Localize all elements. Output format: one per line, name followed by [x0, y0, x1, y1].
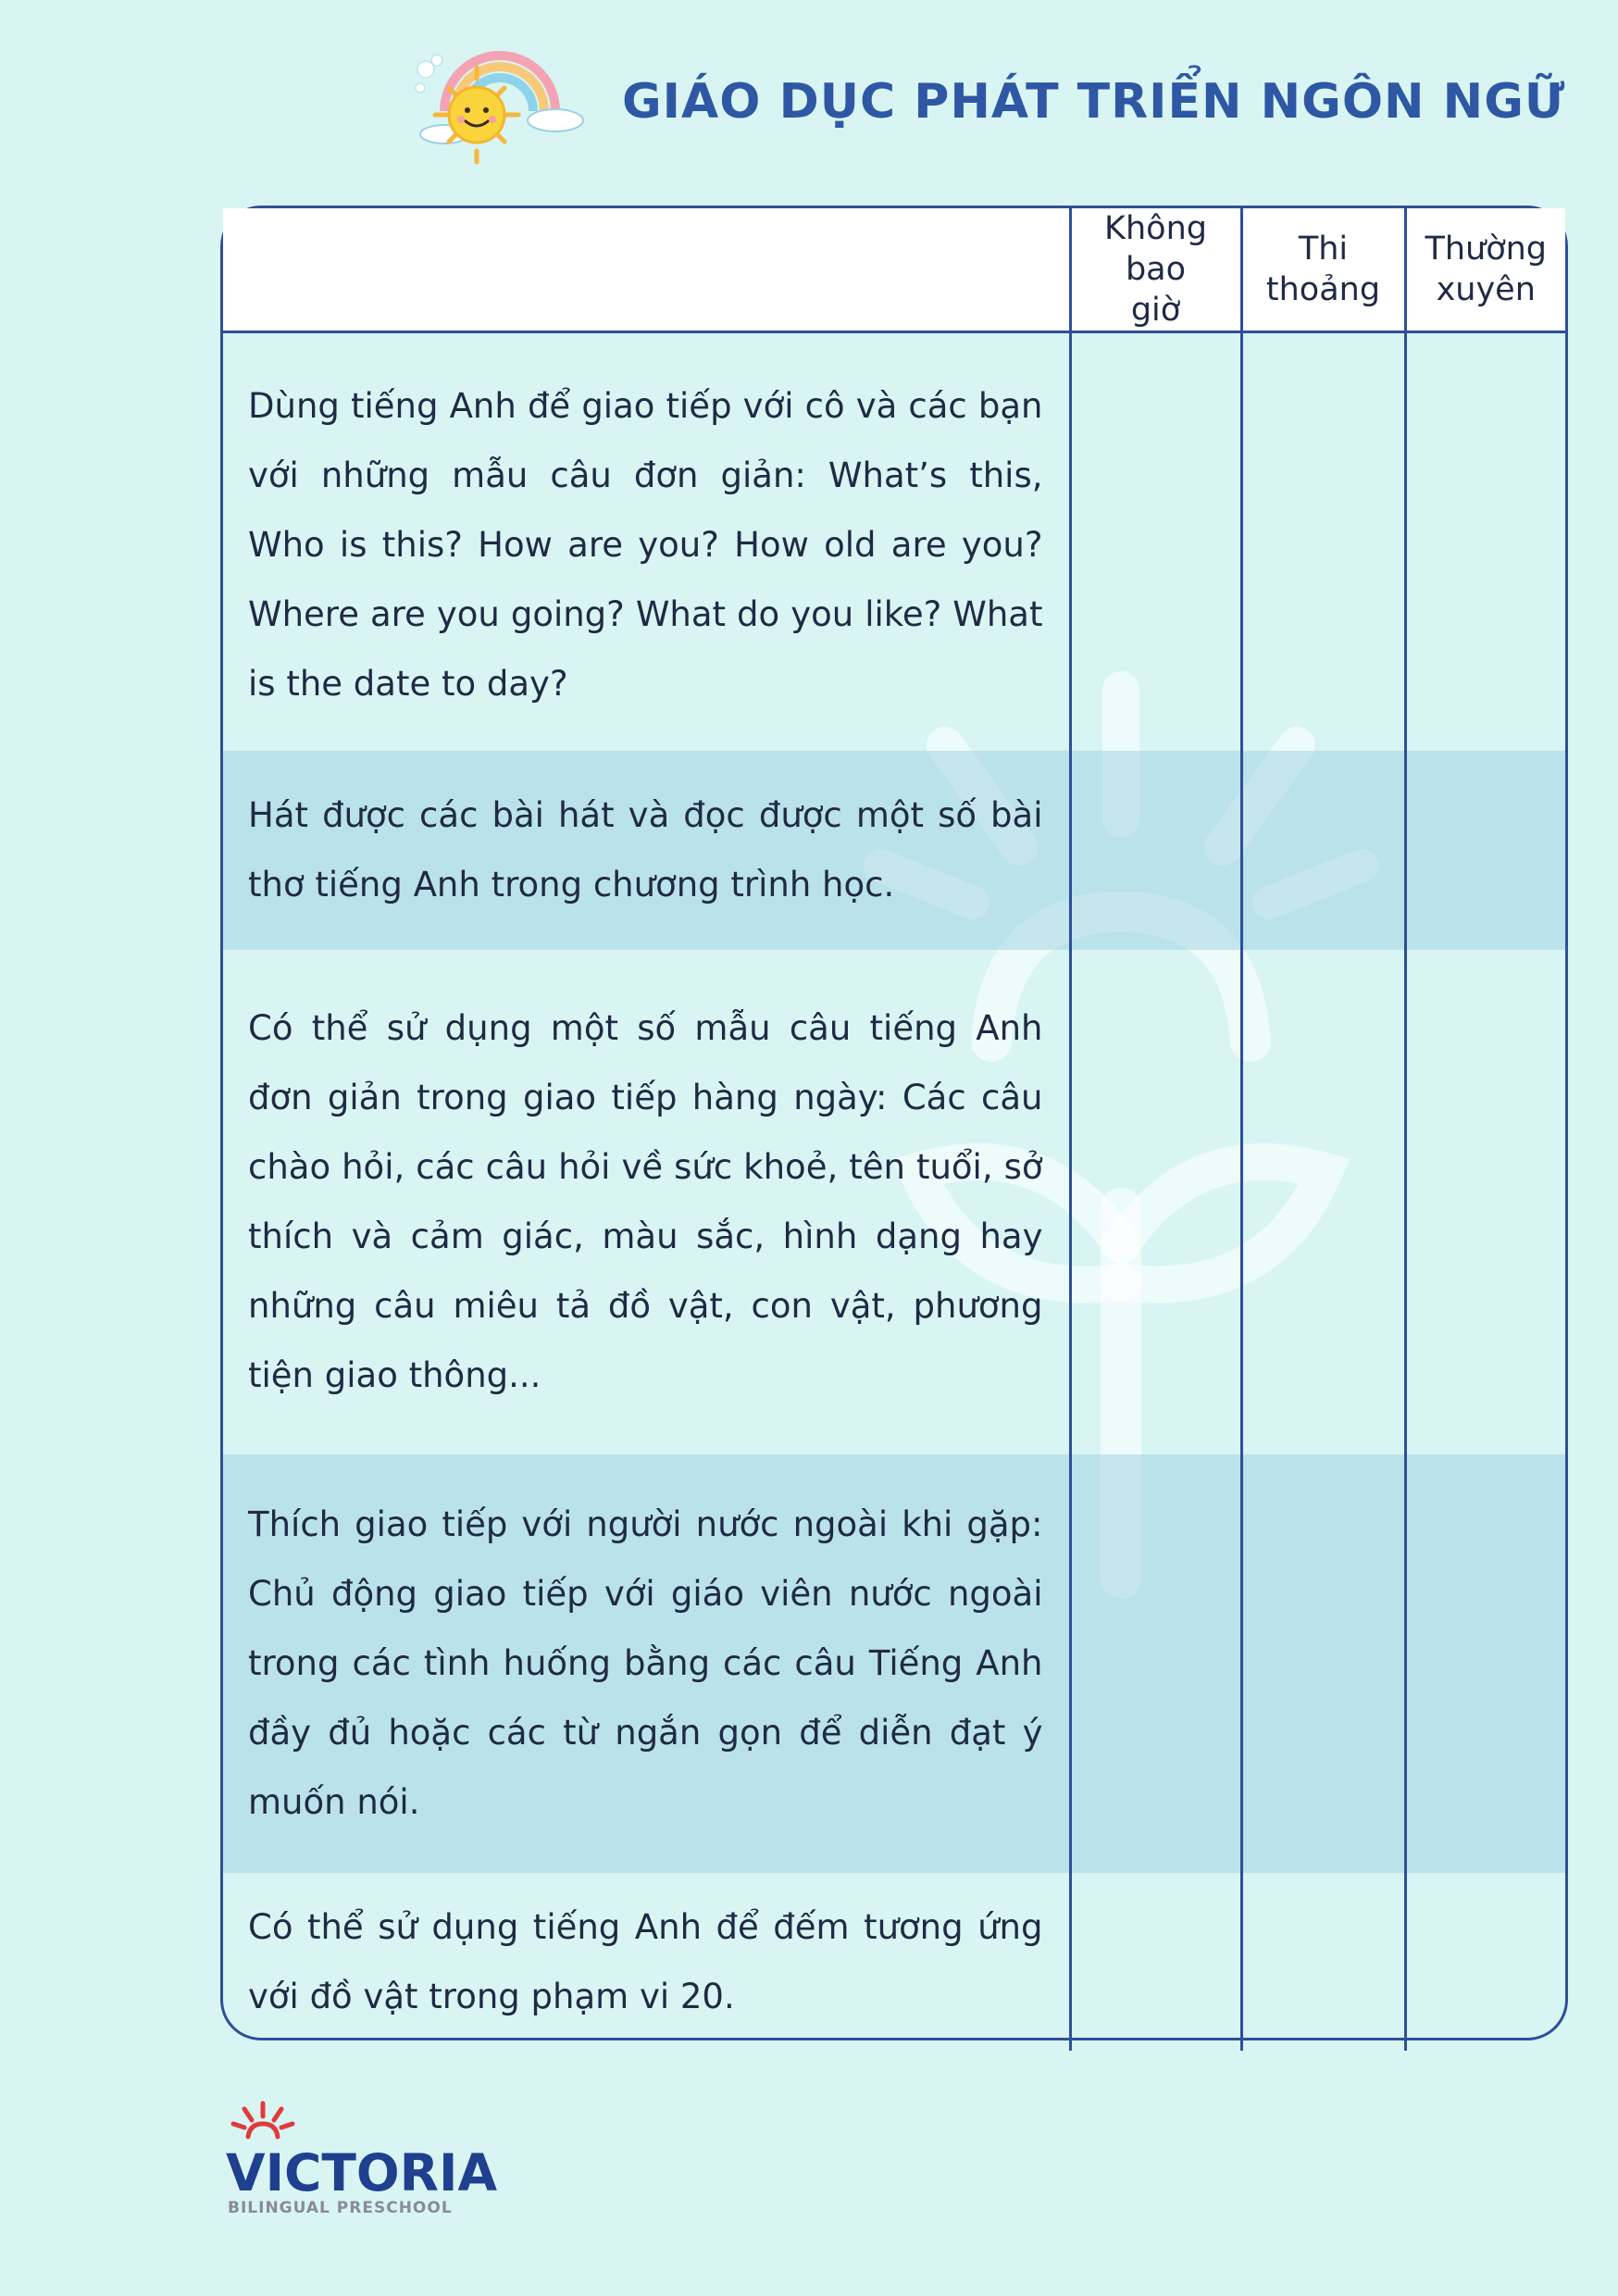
criterion-text: Có thể sử dụng một số mẫu câu tiếng Anh đơn giản trong giao tiếp hàng ngày: Các câu chào hỏi, các câu hỏi về sức khoẻ, tên tuổi, sở thích và cảm giác, màu sắc, hình dạng hay những câu miêu tả đồ vật, con vật, phương tiện giao thông... [248, 1008, 1043, 1395]
assessment-table-container [220, 206, 1568, 2040]
logo-flower-icon [233, 2103, 292, 2137]
never-checkbox-cell[interactable] [1070, 1873, 1241, 2051]
never-checkbox-cell[interactable] [1070, 751, 1241, 950]
criterion-text: Có thể sử dụng tiếng Anh để đếm tương ứng với đồ vật trong phạm vi 20. [248, 1906, 1043, 2016]
column-header-never: Không bao giờ [1070, 208, 1241, 332]
column-header-often: Thường xuyên [1405, 208, 1565, 332]
criterion-text: Dùng tiếng Anh để giao tiếp với cô và các bạn với những mẫu câu đơn giản: What’s this, Who is this? How are you? How old are you? Where are you going? What do you like? What is the date to day? [248, 385, 1043, 704]
often-checkbox-cell[interactable] [1405, 332, 1565, 751]
page-header [407, 28, 1566, 176]
never-checkbox-cell[interactable] [1070, 950, 1241, 1454]
sometimes-checkbox-cell[interactable] [1241, 332, 1405, 751]
page-title: GIÁO DỤC PHÁT TRIỂN NGÔN NGỮ [622, 74, 1566, 130]
sun-rainbow-illustration-icon [407, 32, 611, 171]
often-checkbox-cell[interactable] [1405, 1873, 1565, 2051]
logo-name: VICTORIA [226, 2143, 498, 2202]
never-checkbox-cell[interactable] [1070, 332, 1241, 751]
criterion-text: Thích giao tiếp với người nước ngoài khi gặp: Chủ động giao tiếp với giáo viên nước ngoài trong các tình huống bằng các câu Tiếng Anh đầy đủ hoặc các từ ngắn gọn để diễn đạt ý muốn nói. [223, 1454, 1070, 1873]
sometimes-checkbox-cell[interactable] [1241, 751, 1405, 950]
table-row [223, 1873, 1565, 2051]
table-row [223, 751, 1565, 950]
often-checkbox-cell[interactable] [1405, 751, 1565, 950]
column-header-sometimes: Thi thoảng [1241, 208, 1405, 332]
table-header-row [223, 208, 1565, 332]
table-row [223, 950, 1565, 1454]
table-row [223, 1454, 1565, 1873]
sometimes-checkbox-cell[interactable] [1241, 1454, 1405, 1873]
often-checkbox-cell[interactable] [1405, 950, 1565, 1454]
never-checkbox-cell[interactable] [1070, 1454, 1241, 1873]
sometimes-checkbox-cell[interactable] [1241, 1873, 1405, 2051]
often-checkbox-cell[interactable] [1405, 1454, 1565, 1873]
criterion-text: Hát được các bài hát và đọc được một số bài thơ tiếng Anh trong chương trình học. [223, 751, 1070, 950]
sometimes-checkbox-cell[interactable] [1241, 950, 1405, 1454]
table-row [223, 332, 1565, 751]
assessment-table [223, 208, 1565, 2051]
logo-subtitle: BILINGUAL PRESCHOOL [228, 2199, 453, 2217]
victoria-logo [224, 2100, 498, 2220]
column-header-criteria [223, 208, 1070, 332]
